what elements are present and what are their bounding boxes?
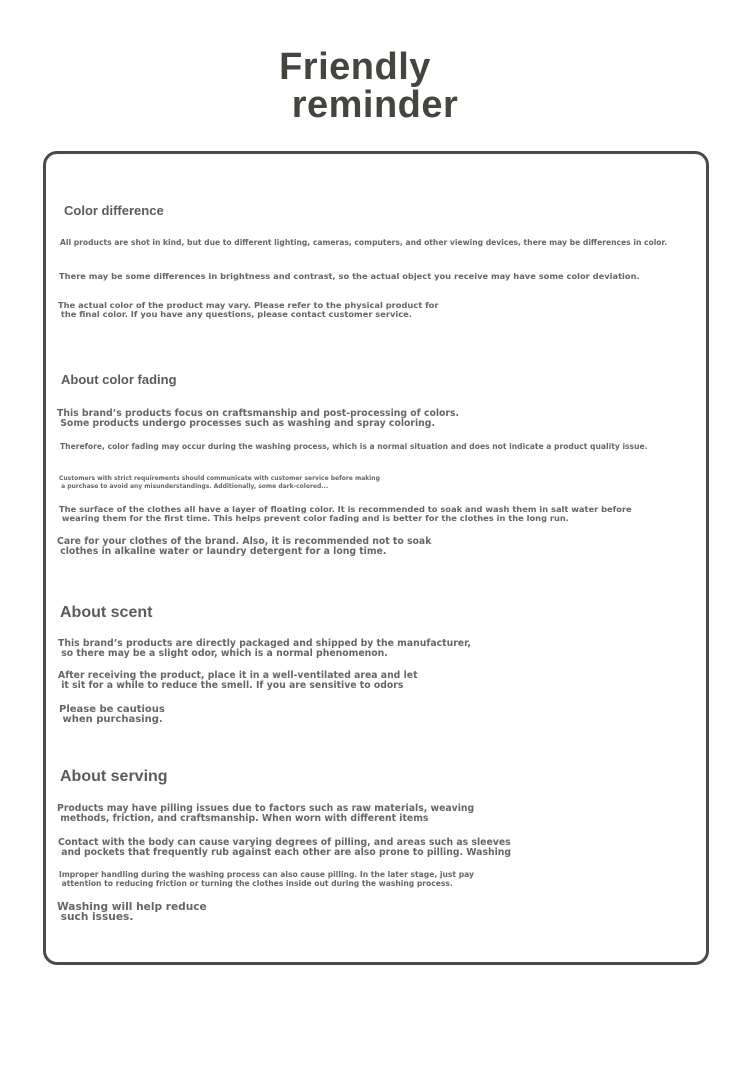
color-difference-text-2: There may be some differences in brightness and contrast, so the actual object you receive may have some color deviation.	[59, 271, 640, 281]
scent-text-2: After receiving the product, place it in a well-ventilated area and let it sit for a while to reduce the smell. If you are sensitive to odors	[58, 670, 418, 691]
color-fading-text-5: Care for your clothes of the brand. Also, it is recommended not to soak clothes in alkaline water or laundry detergent for a long time.	[57, 536, 432, 557]
color-fading-text-4: The surface of the clothes all have a layer of floating color. It is recommended to soak and wash them in salt water before wearing them for the first time. This helps prevent color fading and is better for the clothes in the long run.	[59, 504, 632, 523]
heading-color-difference: Color difference	[64, 203, 164, 218]
heading-serving: About serving	[60, 768, 168, 785]
color-fading-text-2: Therefore, color fading may occur during the washing process, which is a normal situation and does not indicate a product quality issue.	[60, 442, 648, 451]
title-line-2: reminder	[291, 84, 459, 126]
page-title	[0, 48, 750, 124]
serving-text-1: Products may have pilling issues due to factors such as raw materials, weaving methods, friction, and craftsmanship. When worn with different items	[57, 803, 475, 824]
heading-color-fading: About color fading	[61, 372, 177, 387]
serving-text-2: Contact with the body can cause varying degrees of pilling, and areas such as sleeves and pockets that frequently rub against each other are also prone to pilling. Washing	[58, 837, 512, 858]
title-line-1: Friendly	[279, 46, 431, 88]
serving-text-3: Improper handling during the washing process can also cause pilling. In the later stage, just pay attention to reducing friction or turning the clothes inside out during the washing process.	[59, 870, 474, 888]
scent-text-3: Please be cautious when purchasing.	[59, 704, 165, 725]
color-fading-text-3: Customers with strict requirements should communicate with customer service before making a purchase to avoid any misunderstandings. Additionally, some dark-colored...	[59, 475, 380, 490]
color-difference-text-3: The actual color of the product may vary. Please refer to the physical product for the final color. If you have any questions, please contact customer service.	[58, 300, 439, 319]
scent-text-1: This brand’s products are directly packaged and shipped by the manufacturer, so there may be a slight odor, which is a normal phenomenon.	[58, 638, 471, 659]
color-fading-text-1: This brand’s products focus on craftsmanship and post-processing of colors. Some products undergo processes such as washing and spray coloring.	[57, 408, 460, 429]
heading-scent: About scent	[60, 604, 153, 621]
color-difference-text-1: All products are shot in kind, but due to different lighting, cameras, computers, and other viewing devices, there may be differences in color.	[60, 238, 668, 247]
serving-text-4: Washing will help reduce such issues.	[57, 901, 207, 923]
